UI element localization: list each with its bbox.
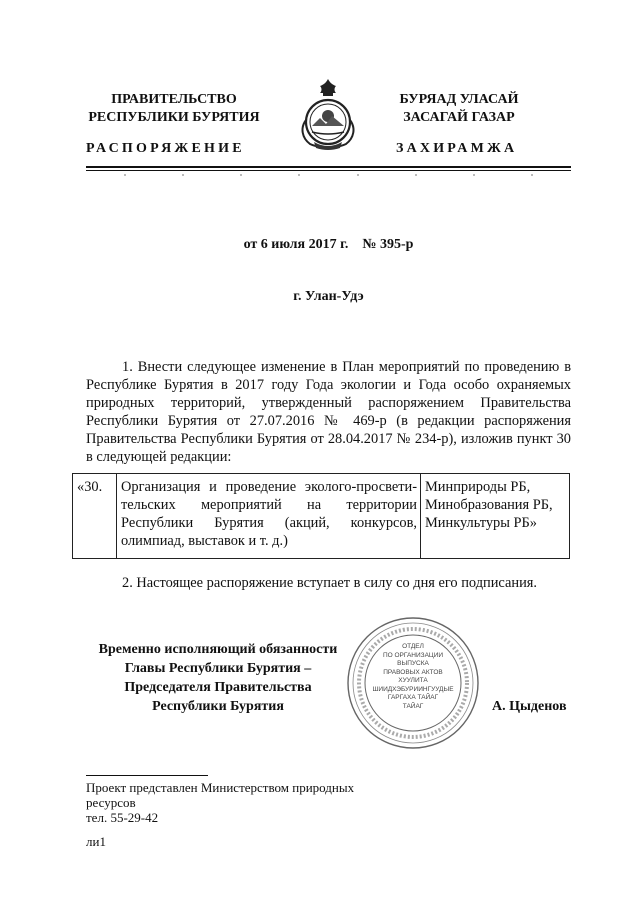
- paragraph-1: 1. Внести следующее изменение в План мероприятий по проведению в Республике Бурятия в 2017 году Года экологии и Года особо охраняемых природных территорий, утвержденный распоряжением Правительства Республики Бурятия от 27.07.2016 № 469-р (в редакции распоряжения Правительства Республики Бурятия от 28.04.2017 № 234-р), изложив пункт 30 в следующей редакции:: [86, 359, 571, 465]
- city: г. Улан-Удэ: [293, 289, 364, 304]
- stamp-line6: ШИИДХЭБУРИИНГУУДЫЕ: [372, 685, 454, 693]
- table-row: [73, 474, 570, 559]
- doc-type-ru: РАСПОРЯЖЕНИЕ: [86, 141, 245, 156]
- government-name-bur-line2: ЗАСАГАЙ ГАЗАР: [403, 110, 515, 125]
- item-number: «30.: [73, 474, 117, 559]
- signatory-title-line4: Республики Бурятия: [152, 699, 284, 714]
- stamp-line4: ПРАВОВЫХ АКТОВ: [383, 668, 443, 676]
- stamp-line7: ГАРГАХА ТАЙАГ: [387, 694, 439, 701]
- footnote-line2: ресурсов: [86, 795, 136, 810]
- government-name-bur-line1: БУРЯАД УЛАСАЙ: [399, 92, 519, 107]
- stamp-line8: ТАЙАГ: [402, 702, 424, 710]
- stamp-line3: ВЫПУСКА: [397, 660, 429, 667]
- responsible-line3: Минкультуры РБ»: [425, 515, 537, 531]
- signatory-name: А. Цыденов: [492, 699, 567, 714]
- stamp-line5: ХУУЛИТА: [398, 677, 428, 684]
- government-name-ru-line2: РЕСПУБЛИКИ БУРЯТИЯ: [88, 110, 260, 125]
- stamp-line1: ОТДЕЛ: [402, 643, 424, 650]
- stamp-line2: ПО ОРГАНИЗАЦИИ: [382, 651, 444, 659]
- doc-type-bur: ЗАХИРАМЖА: [396, 141, 518, 156]
- header-rule-thin: [86, 170, 571, 171]
- responsible-line1: Минприроды РБ,: [425, 479, 531, 495]
- government-name-ru-line1: ПРАВИТЕЛЬСТВО: [111, 92, 237, 107]
- government-name-bur: [384, 91, 534, 127]
- footnote-rule: [86, 775, 208, 776]
- signatory-title-line3: Председателя Правительства: [124, 680, 312, 695]
- signatory-title: [80, 640, 356, 716]
- signatory-title-line2: Главы Республики Бурятия –: [124, 661, 312, 676]
- plan-item-table: [72, 473, 570, 559]
- official-stamp: [345, 615, 481, 751]
- footnote-phone: тел. 55-29-42: [86, 810, 159, 825]
- item-responsible: [421, 474, 570, 559]
- paragraph-2: 2. Настоящее распоряжение вступает в силу со дня его подписания.: [122, 575, 537, 591]
- footnote-line1: Проект представлен Министерством природных: [86, 780, 355, 795]
- header-dotted-line: [86, 174, 571, 180]
- signatory-title-line1: Временно исполняющий обязанности: [98, 642, 338, 657]
- footnote-code: ли1: [86, 834, 106, 849]
- footnote: [86, 780, 386, 849]
- government-name-ru: [84, 91, 264, 127]
- coat-of-arms-buryatia-icon: [296, 76, 360, 152]
- date-and-number: от 6 июля 2017 г. № 395-р: [243, 237, 414, 252]
- item-event: Организация и проведение эколого-просвети-тельских мероприятий на территории Республики Бурятия (акций, конкурсов, олимпиад, выставок и т. д.): [117, 474, 421, 559]
- header-rule-thick: [86, 166, 571, 168]
- responsible-line2: Минобразования РБ,: [425, 497, 553, 513]
